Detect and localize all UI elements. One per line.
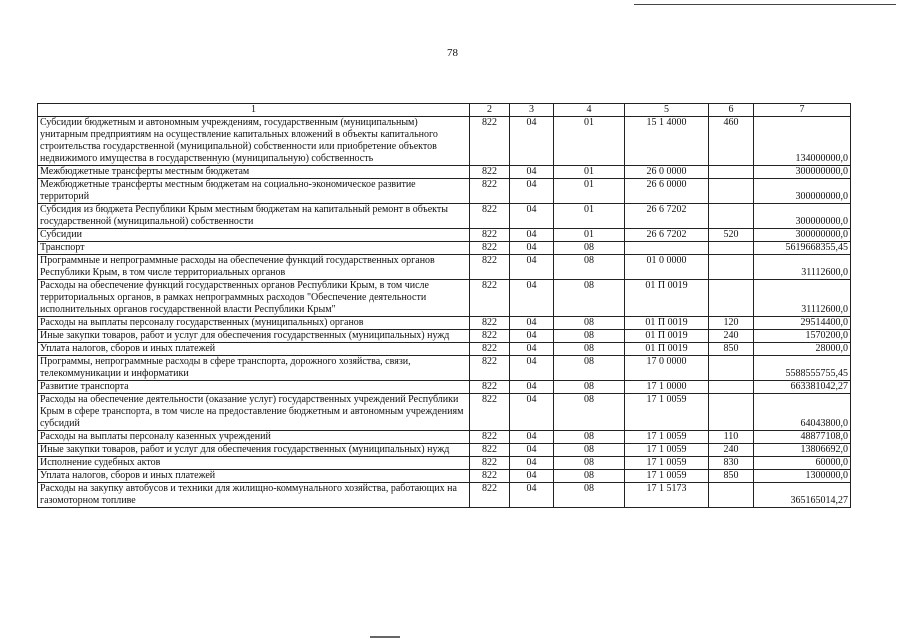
table-row bbox=[38, 229, 851, 242]
expense-name-cell: Субсидия из бюджета Республики Крым местным бюджетам на капитальный ремонт в объекты государственной (муниципальной) собственности bbox=[38, 204, 470, 229]
expense-type-code-cell: 850 bbox=[709, 470, 754, 483]
target-article-code-cell: 01 П 0019 bbox=[625, 330, 709, 343]
ministry-code-cell: 822 bbox=[470, 444, 510, 457]
subsection-code-cell: 01 bbox=[554, 117, 625, 166]
expense-name-cell: Расходы на выплаты персоналу казенных учреждений bbox=[38, 431, 470, 444]
target-article-code-cell: 26 6 0000 bbox=[625, 179, 709, 204]
target-article-code-cell: 01 П 0019 bbox=[625, 317, 709, 330]
ministry-code-cell: 822 bbox=[470, 431, 510, 444]
target-article-code-cell: 17 0 0000 bbox=[625, 356, 709, 381]
expense-type-code-cell: 110 bbox=[709, 431, 754, 444]
amount-cell: 31112600,0 bbox=[754, 255, 851, 280]
table-row bbox=[38, 330, 851, 343]
section-code-cell: 04 bbox=[510, 457, 554, 470]
expense-type-code-cell bbox=[709, 394, 754, 431]
expense-type-code-cell bbox=[709, 204, 754, 229]
column-header-1: 1 bbox=[38, 104, 470, 117]
expense-type-code-cell: 240 bbox=[709, 330, 754, 343]
column-header-2: 2 bbox=[470, 104, 510, 117]
section-code-cell: 04 bbox=[510, 166, 554, 179]
amount-cell: 300000000,0 bbox=[754, 166, 851, 179]
table-row bbox=[38, 343, 851, 356]
expense-type-code-cell: 240 bbox=[709, 444, 754, 457]
table-row bbox=[38, 457, 851, 470]
ministry-code-cell: 822 bbox=[470, 179, 510, 204]
subsection-code-cell: 08 bbox=[554, 317, 625, 330]
amount-cell: 28000,0 bbox=[754, 343, 851, 356]
expense-name-cell: Субсидии bbox=[38, 229, 470, 242]
top-rule bbox=[634, 4, 896, 5]
target-article-code-cell: 17 1 0059 bbox=[625, 431, 709, 444]
table-row bbox=[38, 179, 851, 204]
column-header-4: 4 bbox=[554, 104, 625, 117]
section-code-cell: 04 bbox=[510, 356, 554, 381]
amount-cell: 29514400,0 bbox=[754, 317, 851, 330]
section-code-cell: 04 bbox=[510, 431, 554, 444]
table-row bbox=[38, 444, 851, 457]
amount-cell: 64043800,0 bbox=[754, 394, 851, 431]
ministry-code-cell: 822 bbox=[470, 470, 510, 483]
section-code-cell: 04 bbox=[510, 229, 554, 242]
amount-cell: 31112600,0 bbox=[754, 280, 851, 317]
table-row bbox=[38, 483, 851, 508]
amount-cell: 300000000,0 bbox=[754, 204, 851, 229]
table-row bbox=[38, 470, 851, 483]
expense-name-cell: Программные и непрограммные расходы на обеспечение функций государственных органов Республики Крым, в том числе территориальных органов bbox=[38, 255, 470, 280]
amount-cell: 60000,0 bbox=[754, 457, 851, 470]
table-row bbox=[38, 317, 851, 330]
target-article-code-cell: 17 1 0059 bbox=[625, 457, 709, 470]
subsection-code-cell: 08 bbox=[554, 330, 625, 343]
expense-type-code-cell: 830 bbox=[709, 457, 754, 470]
section-code-cell: 04 bbox=[510, 280, 554, 317]
section-code-cell: 04 bbox=[510, 343, 554, 356]
expense-type-code-cell bbox=[709, 166, 754, 179]
target-article-code-cell: 17 1 0059 bbox=[625, 444, 709, 457]
target-article-code-cell: 17 1 5173 bbox=[625, 483, 709, 508]
expense-type-code-cell bbox=[709, 179, 754, 204]
expense-name-cell: Расходы на обеспечение функций государственных органов Республики Крым, в том числе территориальных органов, в рамках непрограммных расходов "Обеспечение деятельности исполнительных органов государственной власти Республики Крым" bbox=[38, 280, 470, 317]
subsection-code-cell: 08 bbox=[554, 444, 625, 457]
section-code-cell: 04 bbox=[510, 255, 554, 280]
subsection-code-cell: 01 bbox=[554, 229, 625, 242]
subsection-code-cell: 01 bbox=[554, 166, 625, 179]
header-row bbox=[38, 104, 851, 117]
expense-name-cell: Уплата налогов, сборов и иных платежей bbox=[38, 470, 470, 483]
amount-cell: 663381042,27 bbox=[754, 381, 851, 394]
section-code-cell: 04 bbox=[510, 204, 554, 229]
table-row bbox=[38, 431, 851, 444]
section-code-cell: 04 bbox=[510, 330, 554, 343]
ministry-code-cell: 822 bbox=[470, 356, 510, 381]
ministry-code-cell: 822 bbox=[470, 457, 510, 470]
table-row bbox=[38, 394, 851, 431]
table-row bbox=[38, 381, 851, 394]
amount-cell: 1570200,0 bbox=[754, 330, 851, 343]
expense-name-cell: Расходы на закупку автобусов и техники для жилищно-коммунального хозяйства, работающих на газомоторном топливе bbox=[38, 483, 470, 508]
expense-type-code-cell bbox=[709, 255, 754, 280]
ministry-code-cell: 822 bbox=[470, 204, 510, 229]
amount-cell: 13806692,0 bbox=[754, 444, 851, 457]
amount-cell: 5588555755,45 bbox=[754, 356, 851, 381]
amount-cell: 365165014,27 bbox=[754, 483, 851, 508]
expense-name-cell: Межбюджетные трансферты местным бюджетам на социально-экономическое развитие территорий bbox=[38, 179, 470, 204]
table-row bbox=[38, 356, 851, 381]
expense-type-code-cell: 120 bbox=[709, 317, 754, 330]
expense-name-cell: Расходы на выплаты персоналу государственных (муниципальных) органов bbox=[38, 317, 470, 330]
target-article-code-cell bbox=[625, 242, 709, 255]
section-code-cell: 04 bbox=[510, 483, 554, 508]
subsection-code-cell: 08 bbox=[554, 431, 625, 444]
subsection-code-cell: 08 bbox=[554, 457, 625, 470]
expense-type-code-cell: 850 bbox=[709, 343, 754, 356]
expense-type-code-cell bbox=[709, 356, 754, 381]
expense-type-code-cell bbox=[709, 242, 754, 255]
column-header-6: 6 bbox=[709, 104, 754, 117]
amount-cell: 1300000,0 bbox=[754, 470, 851, 483]
target-article-code-cell: 17 1 0059 bbox=[625, 470, 709, 483]
subsection-code-cell: 08 bbox=[554, 381, 625, 394]
subsection-code-cell: 08 bbox=[554, 255, 625, 280]
expense-name-cell: Иные закупки товаров, работ и услуг для обеспечения государственных (муниципальных) нужд bbox=[38, 330, 470, 343]
target-article-code-cell: 26 0 0000 bbox=[625, 166, 709, 179]
subsection-code-cell: 01 bbox=[554, 204, 625, 229]
expense-type-code-cell bbox=[709, 280, 754, 317]
expense-name-cell: Межбюджетные трансферты местным бюджетам bbox=[38, 166, 470, 179]
ministry-code-cell: 822 bbox=[470, 343, 510, 356]
ministry-code-cell: 822 bbox=[470, 394, 510, 431]
column-header-5: 5 bbox=[625, 104, 709, 117]
table-row bbox=[38, 242, 851, 255]
section-code-cell: 04 bbox=[510, 394, 554, 431]
amount-cell: 5619668355,45 bbox=[754, 242, 851, 255]
ministry-code-cell: 822 bbox=[470, 117, 510, 166]
bottom-rule bbox=[370, 636, 400, 638]
column-header-3: 3 bbox=[510, 104, 554, 117]
section-code-cell: 04 bbox=[510, 381, 554, 394]
expense-type-code-cell: 520 bbox=[709, 229, 754, 242]
subsection-code-cell: 08 bbox=[554, 470, 625, 483]
subsection-code-cell: 01 bbox=[554, 179, 625, 204]
budget-table bbox=[37, 103, 851, 508]
amount-cell: 48877108,0 bbox=[754, 431, 851, 444]
expense-name-cell: Иные закупки товаров, работ и услуг для обеспечения государственных (муниципальных) нужд bbox=[38, 444, 470, 457]
target-article-code-cell: 26 6 7202 bbox=[625, 229, 709, 242]
target-article-code-cell: 17 1 0000 bbox=[625, 381, 709, 394]
ministry-code-cell: 822 bbox=[470, 483, 510, 508]
target-article-code-cell: 01 П 0019 bbox=[625, 280, 709, 317]
table-row bbox=[38, 255, 851, 280]
expense-name-cell: Субсидии бюджетным и автономным учреждениям, государственным (муниципальным) унитарным предприятиям на осуществление капитальных вложений в объекты капитального строительства государственной (муниципальной) собственности или приобретение объектов недвижимого имущества в государственную (муниципальную) собственность bbox=[38, 117, 470, 166]
ministry-code-cell: 822 bbox=[470, 280, 510, 317]
section-code-cell: 04 bbox=[510, 444, 554, 457]
target-article-code-cell: 15 1 4000 bbox=[625, 117, 709, 166]
expense-name-cell: Уплата налогов, сборов и иных платежей bbox=[38, 343, 470, 356]
section-code-cell: 04 bbox=[510, 117, 554, 166]
ministry-code-cell: 822 bbox=[470, 381, 510, 394]
subsection-code-cell: 08 bbox=[554, 356, 625, 381]
table-row bbox=[38, 280, 851, 317]
ministry-code-cell: 822 bbox=[470, 166, 510, 179]
subsection-code-cell: 08 bbox=[554, 394, 625, 431]
column-header-7: 7 bbox=[754, 104, 851, 117]
expense-name-cell: Развитие транспорта bbox=[38, 381, 470, 394]
ministry-code-cell: 822 bbox=[470, 255, 510, 280]
section-code-cell: 04 bbox=[510, 470, 554, 483]
expense-name-cell: Транспорт bbox=[38, 242, 470, 255]
ministry-code-cell: 822 bbox=[470, 330, 510, 343]
ministry-code-cell: 822 bbox=[470, 317, 510, 330]
ministry-code-cell: 822 bbox=[470, 229, 510, 242]
subsection-code-cell: 08 bbox=[554, 280, 625, 317]
subsection-code-cell: 08 bbox=[554, 242, 625, 255]
subsection-code-cell: 08 bbox=[554, 343, 625, 356]
target-article-code-cell: 17 1 0059 bbox=[625, 394, 709, 431]
target-article-code-cell: 01 0 0000 bbox=[625, 255, 709, 280]
target-article-code-cell: 01 П 0019 bbox=[625, 343, 709, 356]
expense-name-cell: Исполнение судебных актов bbox=[38, 457, 470, 470]
expense-name-cell: Расходы на обеспечение деятельности (оказание услуг) государственных учреждений Республики Крым в сфере транспорта, в том числе на предоставление бюджетным и автономным учреждениям субсидий bbox=[38, 394, 470, 431]
section-code-cell: 04 bbox=[510, 179, 554, 204]
ministry-code-cell: 822 bbox=[470, 242, 510, 255]
expense-type-code-cell bbox=[709, 483, 754, 508]
subsection-code-cell: 08 bbox=[554, 483, 625, 508]
expense-name-cell: Программы, непрограммные расходы в сфере транспорта, дорожного хозяйства, связи, телекоммуникации и информатики bbox=[38, 356, 470, 381]
target-article-code-cell: 26 6 7202 bbox=[625, 204, 709, 229]
amount-cell: 134000000,0 bbox=[754, 117, 851, 166]
amount-cell: 300000000,0 bbox=[754, 229, 851, 242]
section-code-cell: 04 bbox=[510, 317, 554, 330]
table-row bbox=[38, 117, 851, 166]
table-row bbox=[38, 204, 851, 229]
amount-cell: 300000000,0 bbox=[754, 179, 851, 204]
table-row bbox=[38, 166, 851, 179]
page-number: 78 bbox=[447, 47, 458, 59]
expense-type-code-cell: 460 bbox=[709, 117, 754, 166]
section-code-cell: 04 bbox=[510, 242, 554, 255]
table-body bbox=[38, 117, 851, 508]
expense-type-code-cell bbox=[709, 381, 754, 394]
